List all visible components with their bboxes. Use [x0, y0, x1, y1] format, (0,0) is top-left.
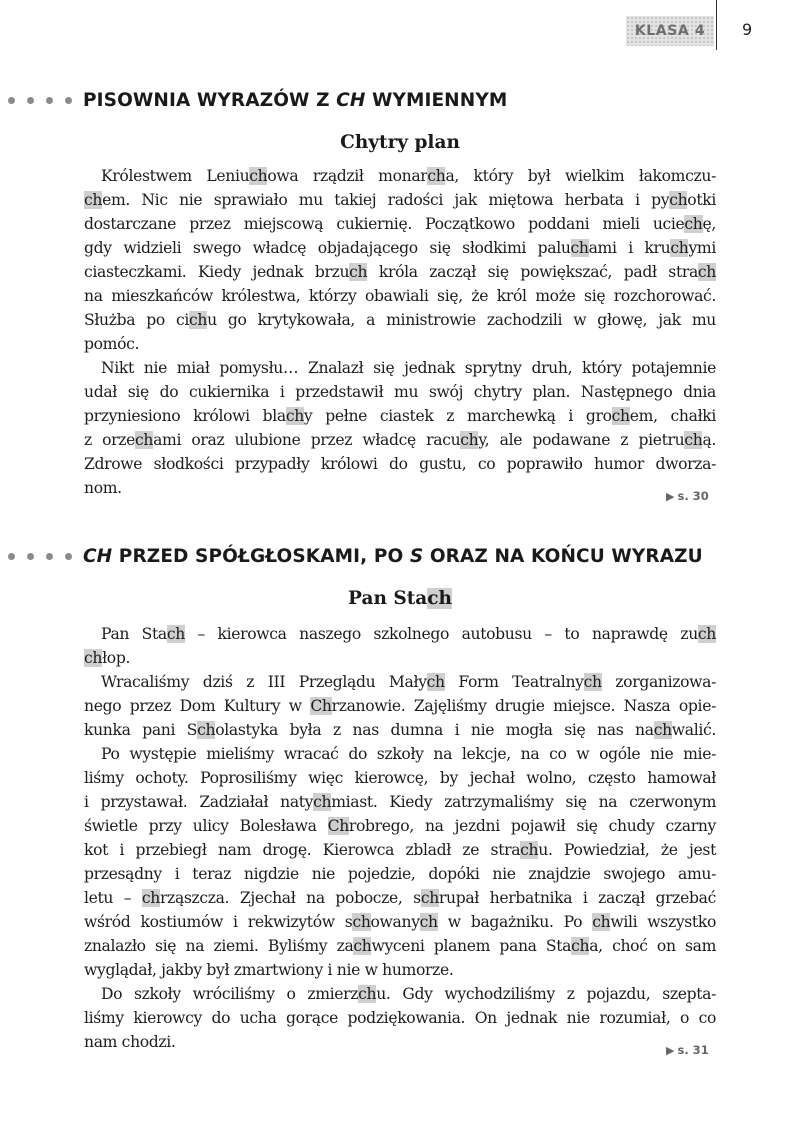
text-fragment: ymi: [688, 239, 716, 257]
text-fragment: u. Gdy wychodziliśmy z pojazdu, szepta-: [376, 985, 717, 1003]
story-title-2: Pan Stach: [348, 588, 452, 609]
bullet-dot-icon: [46, 553, 53, 560]
highlighted-ch: ch: [353, 937, 372, 955]
text-line: [84, 766, 716, 790]
highlighted-ch: ch: [419, 913, 438, 931]
text-fragment: zorganizowa-: [601, 673, 716, 691]
text-fragment: liśmy ochoty. Poprosiliśmy więc kierowcę, by jechał wolno, często hamował: [84, 769, 716, 787]
text-line: [84, 308, 716, 332]
highlighted-ch: ch: [460, 431, 479, 449]
text-fragment: ą.: [702, 431, 716, 449]
text-line: [84, 718, 716, 742]
text-fragment: – kierowca naszego szkolnego autobusu – to naprawdę zu: [184, 625, 698, 643]
bullet-dot-icon: [46, 97, 53, 104]
text-fragment: nam chodzi.: [84, 1033, 176, 1051]
bullet-dot-icon: [65, 97, 72, 104]
arrow-right-icon: ▶: [666, 1044, 675, 1057]
text-fragment: na mieszkańców królestwa, którzy obawiali się, że król może się rozchorować.: [84, 287, 716, 305]
highlighted-ch: ch: [592, 913, 611, 931]
text-fragment: wśród kostiumów i rekwizytów s: [84, 913, 353, 931]
text-fragment: Form Teatralny: [444, 673, 584, 691]
text-fragment: wyglądał, jakby był zmartwiony i nie w humorze.: [84, 961, 454, 979]
text-fragment: kunka pani S: [84, 721, 198, 739]
text-fragment: przesądny i teraz nigdzie nie pojedzie, dopóki nie znajdzie swojego amu-: [84, 865, 716, 883]
text-line: [84, 236, 716, 260]
story-text-1: [84, 164, 716, 500]
text-line: [84, 910, 716, 934]
text-line: [84, 934, 716, 958]
text-fragment: i przystawał. Zadziałał naty: [84, 793, 314, 811]
text-line: [84, 982, 716, 1006]
text-line: [84, 958, 716, 982]
highlighted-ch: Ch: [310, 697, 332, 715]
text-line: [84, 814, 716, 838]
text-fragment: znalazło się na ziemi. Byliśmy za: [84, 937, 354, 955]
story-text-2: [84, 622, 716, 1054]
text-fragment: u. Powiedział, że jest: [538, 841, 716, 859]
highlighted-ch: ch: [197, 721, 216, 739]
text-fragment: Po występie mieliśmy wracać do szkoły na lekcje, na co w ogóle nie mie-: [101, 745, 716, 763]
text-line: [84, 622, 716, 646]
page-reference-2: ▶ s. 31: [666, 1043, 709, 1057]
class-label: KLASA 4: [634, 23, 706, 39]
highlighted-ch: ch: [427, 167, 446, 185]
text-fragment: a, który był wielkim łakomczu-: [445, 167, 716, 185]
text-fragment: Do szkoły wróciliśmy o zmierz: [101, 985, 359, 1003]
text-fragment: y pełne ciastek z marchewką i gro: [303, 407, 612, 425]
highlighted-ch: ch: [571, 937, 590, 955]
text-line: [84, 862, 716, 886]
highlighted-ch: ch: [653, 721, 672, 739]
highlighted-ch: ch: [684, 431, 703, 449]
highlighted-ch: ch: [135, 431, 154, 449]
section-heading-1: [8, 90, 507, 111]
text-line: [84, 838, 716, 862]
highlighted-ch: ch: [349, 263, 368, 281]
text-fragment: kot i przebiegł nam drogę. Kierowca zbladł ze stra: [84, 841, 521, 859]
text-fragment: dostarczane przez miejscową cukiernię. Początkowo poddani mieli ucie: [84, 215, 685, 233]
text-fragment: ciasteczkami. Kiedy jednak brzu: [84, 263, 350, 281]
text-fragment: Zdrowe słodkości przypadły królowi do gustu, co poprawiło humor dworza-: [84, 455, 716, 473]
text-fragment: z orze: [84, 431, 136, 449]
section-heading-2: [8, 546, 703, 567]
text-fragment: walić.: [671, 721, 716, 739]
highlighted-ch: ch: [285, 407, 304, 425]
highlighted-ch: ch: [669, 191, 688, 209]
text-line: [84, 452, 716, 476]
text-fragment: olastyka była z nas dumna i nie mogła się nas na: [215, 721, 654, 739]
class-label-badge: [626, 16, 714, 46]
text-fragment: ami oraz ulubione przez władcę racu: [153, 431, 461, 449]
highlighted-ch: ch: [426, 673, 445, 691]
text-fragment: robrego, na jezdni pojawił się chudy czarny: [348, 817, 717, 835]
text-fragment: miast. Kiedy zatrzymaliśmy się na czerwonym: [331, 793, 717, 811]
text-fragment: króla zaczął się powiększać, padł stra: [367, 263, 698, 281]
text-fragment: nom.: [84, 479, 122, 497]
bullet-dot-icon: [27, 553, 34, 560]
text-fragment: Służba po ci: [84, 311, 190, 329]
highlighted-ch: ch: [141, 889, 160, 907]
bullet-dot-icon: [8, 97, 15, 104]
text-line: [84, 694, 716, 718]
text-line: [84, 670, 716, 694]
text-line: [84, 1006, 716, 1030]
text-fragment: em, chałki: [629, 407, 717, 425]
text-line: [84, 646, 716, 670]
text-fragment: rzanowie. Zajęliśmy drugie miejsce. Nasza opie-: [331, 697, 716, 715]
text-line: [84, 742, 716, 766]
highlighted-ch: ch: [697, 263, 716, 281]
text-fragment: w bagażniku. Po: [437, 913, 593, 931]
highlighted-ch: ch: [583, 673, 602, 691]
highlighted-ch: ch: [670, 239, 689, 257]
text-line: [84, 428, 716, 452]
text-fragment: wyceni planem pana Sta: [371, 937, 572, 955]
text-fragment: Wracaliśmy dziś z III Przeglądu Mały: [101, 673, 427, 691]
text-line: [84, 188, 716, 212]
arrow-right-icon: ▶: [666, 490, 675, 503]
text-line: [84, 332, 716, 356]
text-fragment: Nikt nie miał pomysłu… Znalazł się jednak sprytny druh, który potajemnie: [101, 359, 716, 377]
text-line: [84, 380, 716, 404]
highlighted-ch: ch: [352, 913, 371, 931]
text-fragment: gdy widzieli swego władcę objadającego się słodkimi palu: [84, 239, 571, 257]
highlighted-ch: ch: [189, 311, 208, 329]
text-fragment: u go krytykowała, a ministrowie zachodzili w głowę, jak mu: [207, 311, 716, 329]
highlighted-ch: ch: [684, 215, 703, 233]
text-line: [84, 356, 716, 380]
text-fragment: Pan Sta: [101, 625, 167, 643]
highlighted-ch: ch: [420, 889, 439, 907]
text-line: [84, 164, 716, 188]
text-line: [84, 260, 716, 284]
highlighted-ch: ch: [697, 625, 716, 643]
text-line: [84, 212, 716, 236]
text-fragment: nego przez Dom Kultury w: [84, 697, 311, 715]
text-fragment: owa rządził monar: [267, 167, 428, 185]
text-fragment: wili wszystko: [610, 913, 716, 931]
highlighted-ch: ch: [84, 191, 103, 209]
text-line: [84, 886, 716, 910]
text-fragment: y, ale podawane z pietru: [478, 431, 685, 449]
text-fragment: rząszcza. Zjechał na pobocze, s: [159, 889, 421, 907]
heading-bullet-dots: [8, 97, 72, 104]
text-line: [84, 284, 716, 308]
bullet-dot-icon: [65, 553, 72, 560]
text-line: [84, 790, 716, 814]
highlighted-ch: ch: [520, 841, 539, 859]
highlighted-ch: ch: [358, 985, 377, 1003]
highlighted-ch: ch: [249, 167, 268, 185]
text-fragment: łop.: [102, 649, 131, 667]
section-heading-text: CH PRZED SPÓŁGŁOSKAMI, PO S ORAZ NA KOŃCU WYRAZU: [83, 546, 703, 567]
text-fragment: świetle przy ulicy Bolesława: [84, 817, 328, 835]
text-fragment: liśmy kierowcy do ucha gorące podziękowania. On jednak nie rozumiał, o co: [84, 1009, 716, 1027]
text-fragment: przyniesiono królowi bla: [84, 407, 286, 425]
text-fragment: ę,: [702, 215, 716, 233]
text-fragment: letu –: [84, 889, 142, 907]
text-fragment: em. Nic nie sprawiało mu takiej radości jak miętowa herbata i py: [102, 191, 670, 209]
text-fragment: udał się do cukiernika i przedstawił mu swój chytry plan. Następnego dnia: [84, 383, 716, 401]
text-line: [84, 476, 716, 500]
text-fragment: owany: [370, 913, 420, 931]
highlighted-ch: ch: [611, 407, 630, 425]
text-line: [84, 404, 716, 428]
text-fragment: ami i kru: [588, 239, 671, 257]
text-fragment: a, choć on sam: [589, 937, 717, 955]
text-fragment: pomóc.: [84, 335, 140, 353]
highlighted-ch: ch: [84, 649, 103, 667]
bullet-dot-icon: [27, 97, 34, 104]
highlighted-ch: ch: [313, 793, 332, 811]
highlighted-ch: ch: [570, 239, 589, 257]
highlighted-ch: Ch: [327, 817, 349, 835]
text-fragment: otki: [687, 191, 716, 209]
heading-bullet-dots: [8, 553, 72, 560]
text-fragment: rupał herbatnika i zaczął grzebać: [438, 889, 716, 907]
bullet-dot-icon: [8, 553, 15, 560]
section-heading-text: PISOWNIA WYRAZÓW Z CH WYMIENNYM: [83, 90, 508, 111]
text-fragment: Królestwem Leniu: [101, 167, 250, 185]
page-number: 9: [742, 20, 753, 39]
story-title-1: Chytry plan: [340, 132, 460, 153]
highlighted-ch: ch: [166, 625, 185, 643]
text-line: [84, 1030, 716, 1054]
header-divider: [716, 0, 717, 50]
page-reference-1: ▶ s. 30: [666, 489, 709, 503]
